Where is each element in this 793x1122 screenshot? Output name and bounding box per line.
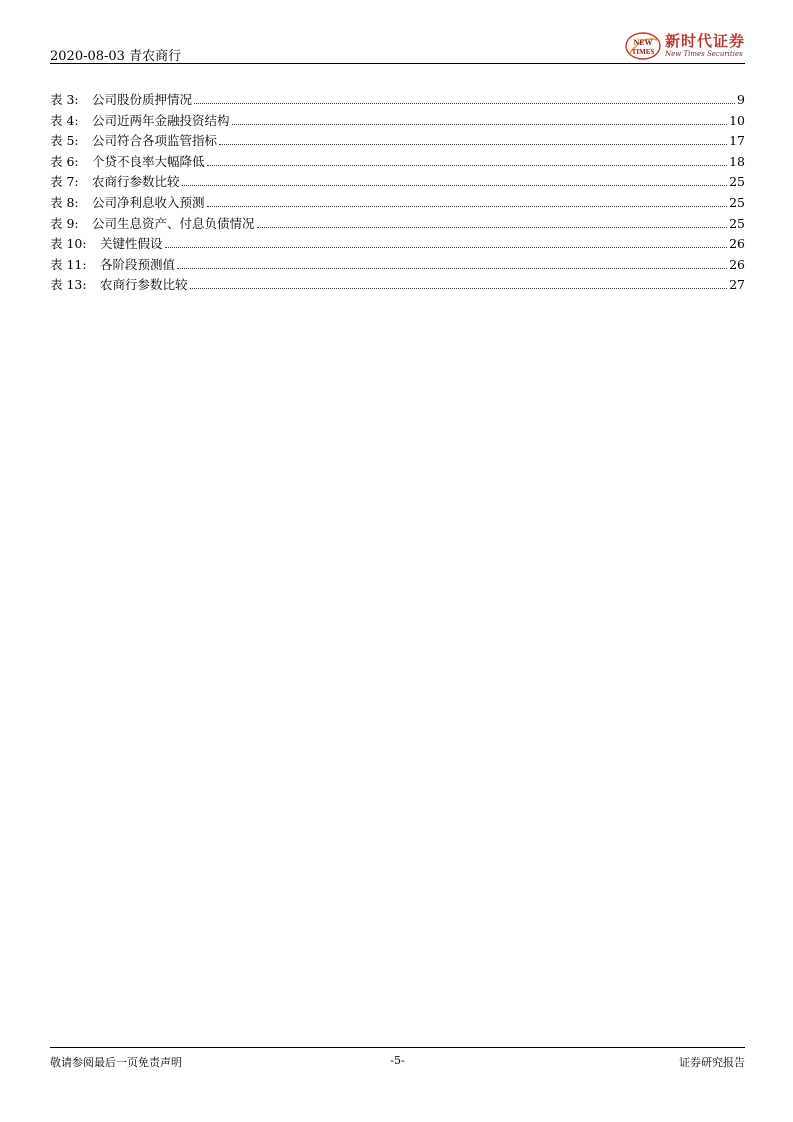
toc-entry-title: 关键性假设 [100, 236, 163, 252]
toc-entry-title: 公司股份质押情况 [92, 92, 193, 107]
toc-dot-leader [177, 268, 727, 269]
toc-entry-label: 表 3: [50, 92, 79, 107]
toc-entry[interactable] [50, 255, 745, 276]
table-of-tables [50, 90, 745, 296]
toc-entry-page: 25 [729, 194, 745, 210]
toc-entry[interactable] [50, 193, 745, 214]
footer-rule [50, 1047, 745, 1048]
toc-entry-page: 26 [729, 236, 745, 252]
toc-dot-leader [182, 185, 728, 186]
footer-disclaimer: 敬请参阅最后一页免责声明 [50, 1056, 182, 1069]
toc-entry-page: 9 [737, 92, 745, 107]
logo-name-cn: 新时代证券 [664, 32, 745, 50]
toc-entry-title: 农商行参数比较 [100, 277, 188, 293]
page-header [50, 30, 745, 64]
toc-entry-label: 表 8: [50, 194, 79, 210]
toc-entry-label: 表 4: [50, 112, 79, 128]
toc-entry-label: 表 11: [50, 256, 87, 272]
logo-name-en: New Times Securities [664, 50, 743, 58]
toc-entry[interactable] [50, 172, 745, 193]
toc-dot-leader [207, 206, 728, 207]
toc-entry-title: 公司近两年金融投资结构 [92, 112, 230, 128]
toc-entry[interactable] [50, 111, 745, 132]
toc-entry-page: 26 [729, 256, 745, 272]
toc-dot-leader [257, 227, 728, 228]
toc-entry-page: 27 [729, 277, 745, 293]
toc-dot-leader [219, 144, 727, 145]
footer-report-type: 证券研究报告 [679, 1056, 745, 1069]
toc-dot-leader [190, 288, 728, 289]
toc-dot-leader [232, 124, 728, 125]
toc-entry-title: 公司符合各项监管指标 [92, 133, 218, 149]
toc-entry-title: 公司净利息收入预测 [92, 194, 205, 210]
header-rule [50, 63, 745, 64]
toc-entry-page: 25 [729, 215, 745, 231]
toc-dot-leader [165, 247, 728, 248]
svg-text:TIMES: TIMES [631, 48, 655, 56]
header-date-company: 2020-08-03 青农商行 [50, 49, 182, 64]
page-number: -5- [390, 1054, 405, 1067]
toc-entry-title: 公司生息资产、付息负债情况 [92, 215, 255, 231]
toc-entry-page: 25 [729, 174, 745, 190]
toc-entry-label: 表 7: [50, 174, 79, 190]
toc-entry-page: 10 [729, 112, 745, 128]
company-logo [624, 30, 745, 62]
svg-text:NEW: NEW [633, 38, 653, 47]
toc-entry-label: 表 5: [50, 133, 79, 149]
toc-entry-title: 个贷不良率大幅降低 [92, 153, 205, 169]
toc-entry-title: 各阶段预测值 [100, 256, 176, 272]
toc-dot-leader [207, 165, 728, 166]
toc-entry[interactable] [50, 275, 745, 296]
toc-entry[interactable] [50, 152, 745, 173]
page-footer [50, 1047, 745, 1071]
toc-entry-page: 17 [729, 133, 745, 149]
toc-entry-label: 表 10: [50, 236, 87, 252]
toc-entry-label: 表 9: [50, 215, 79, 231]
new-times-badge-icon [624, 31, 662, 61]
toc-entry[interactable] [50, 90, 745, 111]
toc-entry[interactable] [50, 131, 745, 152]
toc-entry-label: 表 13: [50, 277, 87, 293]
toc-entry[interactable] [50, 214, 745, 235]
toc-entry[interactable] [50, 234, 745, 255]
toc-entry-label: 表 6: [50, 153, 79, 169]
toc-entry-page: 18 [729, 153, 745, 169]
toc-dot-leader [194, 103, 735, 104]
toc-entry-title: 农商行参数比较 [92, 174, 180, 190]
